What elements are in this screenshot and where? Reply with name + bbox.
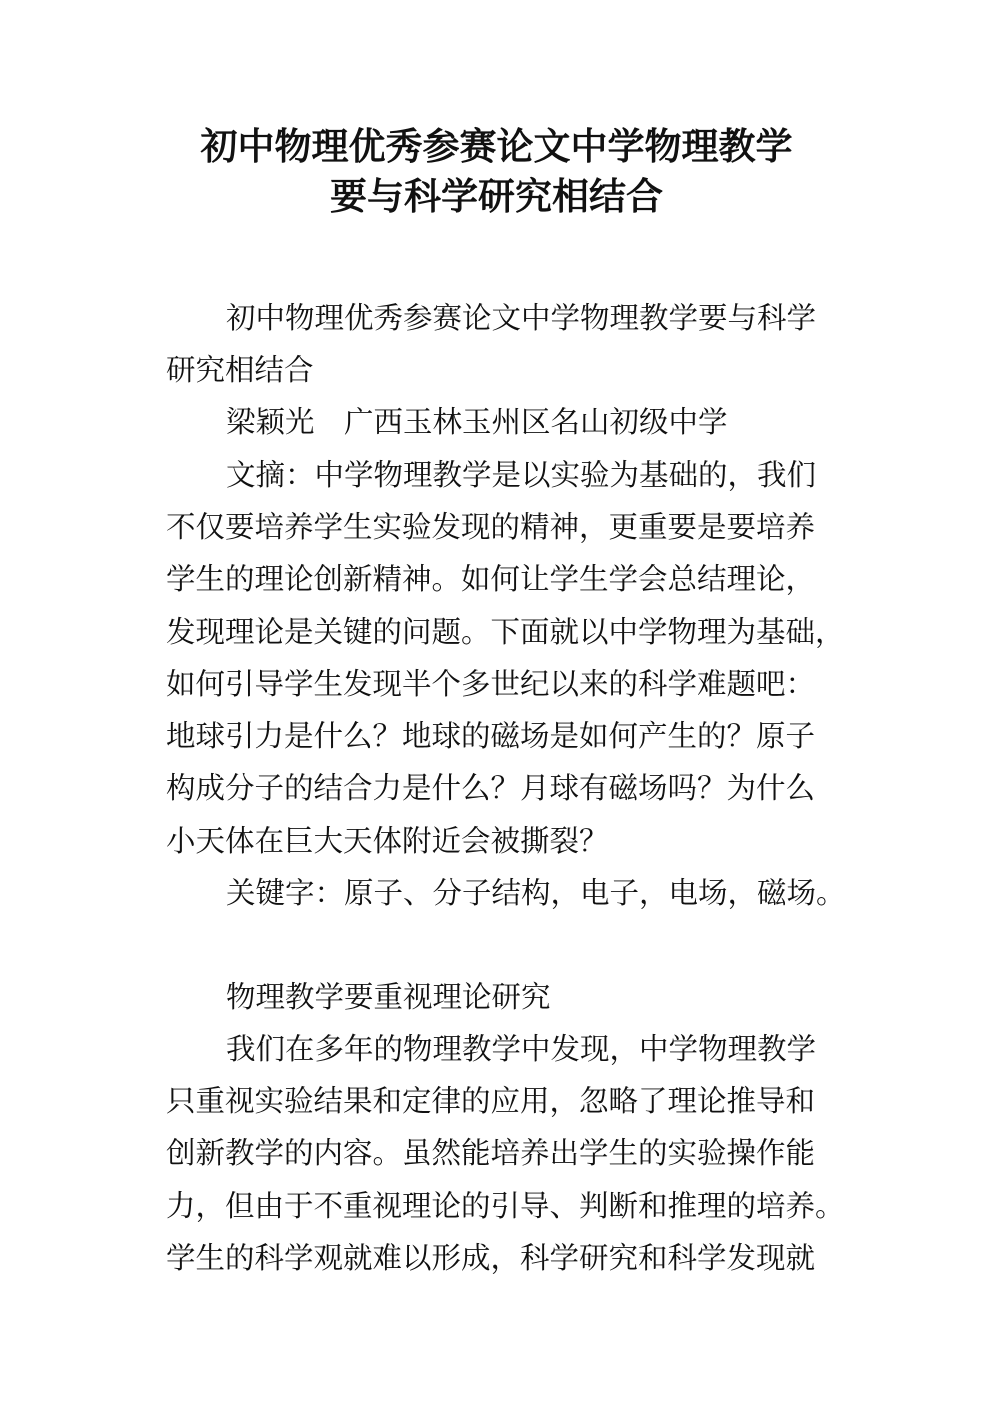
text-line: 不仅要培养学生实验发现的精神，更重要是要培养	[166, 510, 816, 544]
title-line-2: 要与科学研究相结合	[330, 175, 663, 218]
keywords-line: 关键字：原子、分子结构，电子，电场，磁场。	[226, 876, 846, 910]
text-line: 构成分子的结合力是什么？月球有磁场吗？为什么	[166, 771, 816, 805]
text-line: 研究相结合	[166, 353, 314, 387]
text-line: 小天体在巨大天体附近会被撕裂？	[166, 824, 609, 858]
abstract-line: 文摘：中学物理教学是以实验为基础的，我们	[226, 458, 817, 492]
text-line: 地球引力是什么？地球的磁场是如何产生的？原子	[166, 719, 816, 753]
author-line: 梁颖光 广西玉林玉州区名山初级中学	[226, 405, 728, 439]
title-line-1: 初中物理优秀参赛论文中学物理教学	[200, 125, 793, 168]
text-line: 如何引导学生发现半个多世纪以来的科学难题吧：	[166, 667, 816, 701]
text-line: 创新教学的内容。虽然能培养出学生的实验操作能	[166, 1136, 816, 1170]
text-line: 学生的科学观就难以形成，科学研究和科学发现就	[166, 1241, 816, 1275]
text-line: 初中物理优秀参赛论文中学物理教学要与科学	[226, 301, 817, 335]
text-line: 我们在多年的物理教学中发现，中学物理教学	[226, 1032, 817, 1066]
text-line: 力，但由于不重视理论的引导、判断和推理的培养。	[166, 1189, 845, 1223]
text-line: 只重视实验结果和定律的应用，忽略了理论推导和	[166, 1084, 816, 1118]
text-line: 发现理论是关键的问题。下面就以中学物理为基础，	[166, 615, 845, 649]
section-heading: 物理教学要重视理论研究	[226, 980, 551, 1014]
text-line: 学生的理论创新精神。如何让学生学会总结理论，	[166, 562, 816, 596]
